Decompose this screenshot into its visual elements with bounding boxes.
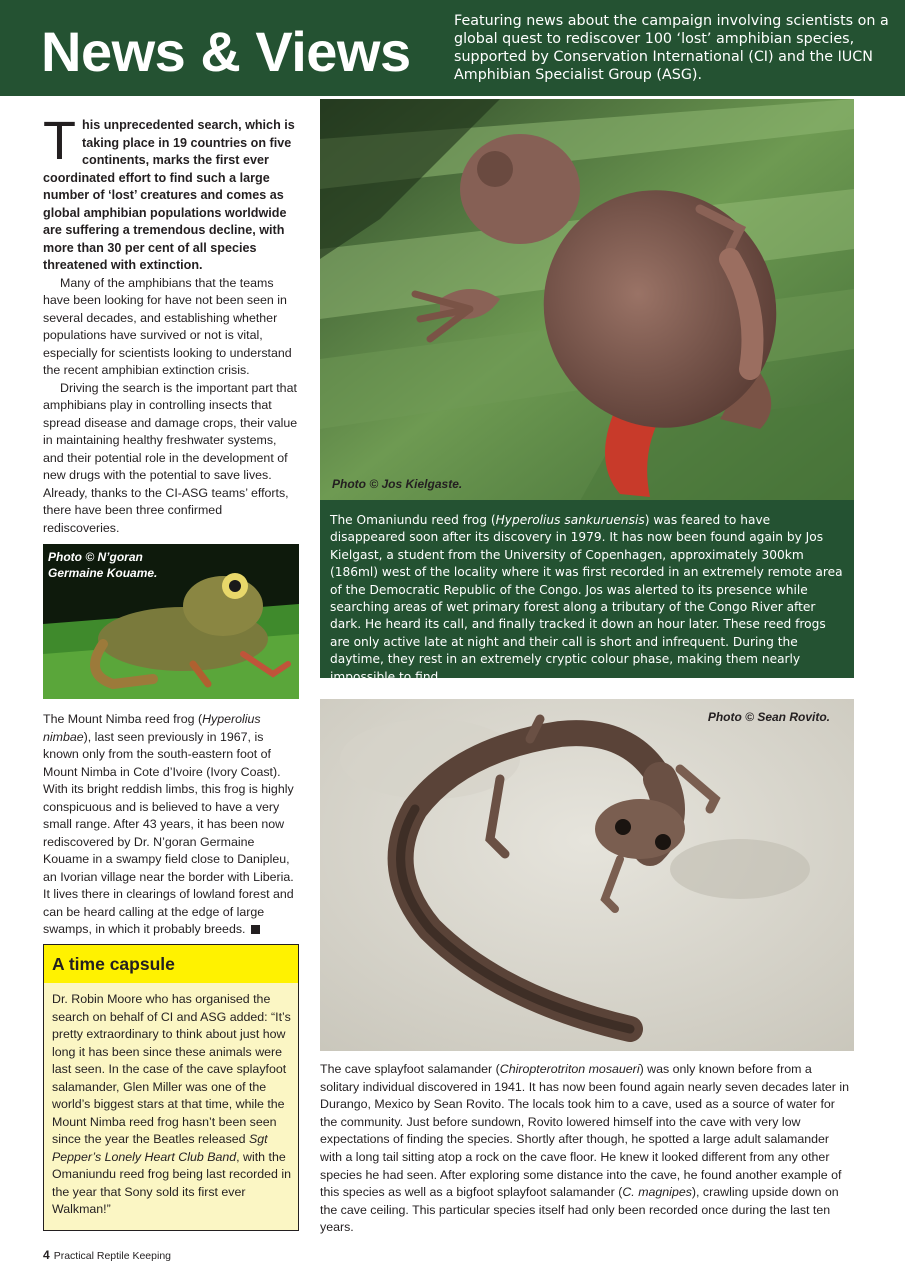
header-banner [0, 0, 905, 96]
page-number: 4 [43, 1248, 50, 1262]
paragraph-2: Many of the amphibians that the teams have been looking for have not been seen in several decades, and establishing whether populations have survived or not is vital, especially for scientists looking to understand the recent amphibian extinction crisis. [43, 275, 292, 377]
omaniundu-text: ) was feared to have disappeared soon after its discovery in 1979. It has now been found again by Jos Kielgast, a student from the University of Copenhagen, approximately 300km (186ml) west of the locality where it was first recorded in an extremely remote area of the Democratic Republic of the Congo. Jos was alerted to its presence while searching areas of wet primary forest along a tributary of the Congo River after dark. He heard its call, and finally tracked it down an hour later. These reed frogs are only active late at night and their call is short and infrequent. During the daytime, they rest in an extremely cryptic colour phase, making them nearly impossible to find. [330, 513, 843, 684]
nimba-photo-credit: Photo © N’goran Germaine Kouame. [48, 550, 158, 580]
nimba-article [43, 711, 301, 939]
omaniundu-photo-credit: Photo © Jos Kielgaste. [332, 477, 463, 491]
capsule-title: A time capsule [52, 954, 175, 974]
salamander-species-2: C. magnipes [622, 1185, 692, 1200]
end-mark [251, 925, 260, 934]
article-body [43, 111, 299, 537]
capsule-album: Sgt Pepper’s Lonely Heart Club Band [52, 1132, 268, 1164]
salamander-lead: The cave splayfoot salamander ( [320, 1062, 500, 1076]
page-footer [43, 1248, 171, 1262]
section-title: News & Views [41, 20, 411, 83]
omaniundu-caption [320, 500, 854, 684]
nimba-species: Hyperolius nimbae [43, 712, 261, 744]
capsule-body [52, 991, 292, 1219]
salamander-photo-credit: Photo © Sean Rovito. [707, 710, 830, 724]
salamander-text-1: ) was only known before from a solitary individual discovered in 1941. It has now been found again nearly seven decades later in Durango, Mexico by Sean Rovito. The locals took him to a cave, used as a source of water for the community. Just before sundown, Rovito lowered himself into the cave with very low expectations of finding the species. Shortly after though, he spotted a large adult salamander with a long tail sitting atop a rock on the cave floor. He knew it looked different from any other species he had seen. After exploring some distance into the cave, he found another example of this species as well as a bigfoot splayfoot salamander ( [320, 1062, 850, 1200]
publication-name: Practical Reptile Keeping [53, 1250, 172, 1262]
time-capsule-box [43, 944, 299, 1231]
drop-cap: T [43, 111, 76, 171]
nimba-frog-photo [43, 544, 299, 699]
intro-paragraph [43, 111, 299, 275]
salamander-photo [320, 699, 854, 1051]
omaniundu-lead: The Omaniundu reed frog ( [330, 513, 496, 527]
omaniundu-frog-photo [320, 99, 854, 501]
capsule-header [44, 945, 298, 983]
nimba-lead: The Mount Nimba reed frog ( [43, 712, 203, 726]
salamander-species: Chiropterotriton mosaueri [499, 1062, 640, 1076]
omaniundu-species: Hyperolius sankuruensis [495, 513, 645, 527]
intro-text: his unprecedented search, which is taking place in 19 countries on five continents, marks the first ever coordinated effort to find such a large number of ‘lost’ creatures and comes as global amphibian populations worldwide are suffering a tremendous decline, with more than 30 per cent of all species threatened with extinction. [43, 118, 295, 272]
salamander-caption [320, 1061, 854, 1237]
header-deck: Featuring news about the campaign involving scientists on a global quest to rediscover 100 ‘lost’ amphibian species, supported by Conservation International (CI) and the IUCN Amphibian Specialist Group (ASG). [454, 13, 889, 83]
paragraph-3: Driving the search is the important part that amphibians play in controlling insects that spread disease and damage crops, their value in maintaining healthy freshwater systems, and their potential role in the development of new drugs with the potential to save lives. Already, thanks to the CI-ASG teams’ efforts, there have been three confirmed rediscoveries. [43, 380, 298, 535]
salamander-text-2: ), crawling upside down on the cave ceiling. This particular species itself had only been recorded once during the last ten years. [320, 1185, 839, 1235]
capsule-text-2: , with the Omaniundu reed frog being last recorded in the year that Sony sold its first ever Walkman!” [52, 1149, 292, 1216]
nimba-text: ), last seen previously in 1967, is known only from the south-eastern foot of Mount Nimba in Cote d’Ivoire (Ivory Coast). With its bright reddish limbs, this frog is highly conspicuous and is believed to have a very small range. After 43 years, it has been now rediscovered by Dr. N’goran Germaine Kouame in a swampy field close to Danipleu, an Ivorian village near the border with Liberia. It lives there in clearings of lowland forest and can be heard calling at the edge of large swamps, in which it probably breeds. [43, 729, 294, 936]
capsule-text-1: Dr. Robin Moore who has organised the search on behalf of CI and ASG added: “It’s pretty extraordinary to think about just how long it has been since these animals were last seen. In the case of the cave splayfoot salamander, Glen Miller was one of the world’s biggest stars at that time, while the Mount Nimba reed frog hasn’t been seen since the year the Beatles released [52, 992, 291, 1146]
